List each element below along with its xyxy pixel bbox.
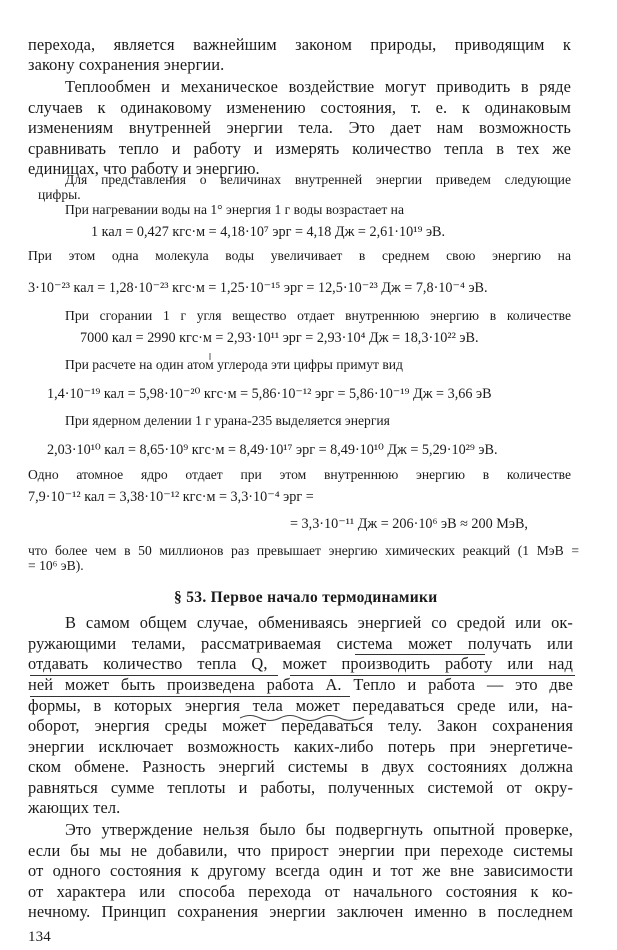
text-line: сравнивать тепло и работу и измерять количество тепла в тех же xyxy=(28,139,571,158)
section-heading: § 53. Первое начало термодинамики xyxy=(174,589,438,606)
pencil-underline xyxy=(30,675,278,676)
text-line: случаев к одинаковому изменению состояния, т. е. к одинаковым xyxy=(28,98,571,117)
text-line: отдавать количество тепла Q, может производить работу или над xyxy=(28,654,573,673)
text-line: цифры. xyxy=(38,187,81,202)
text-line: В самом общем случае, обмениваясь энергией со средой или ок- xyxy=(65,613,573,632)
text-line: ружающими телами, рассматриваемая система может получать или xyxy=(28,634,573,653)
equation-line: 7,9·10⁻¹² кал = 3,38·10⁻¹² кгс·м = 3,3·10⁻⁴ эрг = xyxy=(28,489,314,505)
text-line: ней может быть произведена работа A. Тепло и работа — это две xyxy=(28,675,573,694)
text-line: закону сохранения энергии. xyxy=(28,55,225,74)
equation-line: 7000 кал = 2990 кгс·м = 2,93·10¹¹ эрг = 2,93·10⁴ Дж = 18,3·10²² эВ. xyxy=(80,330,479,346)
text-line: равняться сумме теплоты и работы, полученных системой от окру- xyxy=(28,778,573,797)
pencil-wavy-mark xyxy=(238,712,368,722)
equation-line: 2,03·10¹⁰ кал = 8,65·10⁹ кгс·м = 8,49·10¹⁷ эрг = 8,49·10¹⁰ Дж = 5,29·10²⁹ эВ. xyxy=(47,442,498,458)
text-line: от характера или способа перехода от начального состояния к ко- xyxy=(28,882,573,901)
text-line: жающих тел. xyxy=(28,798,121,817)
text-line: Для представления о величинах внутренней энергии приведем следующие xyxy=(65,172,571,187)
text-line: Это утверждение нельзя было бы подвергнуть опытной проверке, xyxy=(65,820,573,839)
equation-line: 3·10⁻²³ кал = 1,28·10⁻²³ кгс·м = 1,25·10⁻¹⁵ эрг = 12,5·10⁻²³ Дж = 7,8·10⁻⁴ эВ. xyxy=(28,280,488,296)
text-line: При ядерном делении 1 г урана-235 выделяется энергия xyxy=(65,413,390,428)
text-line: При этом одна молекула воды увеличивает в среднем свою энергию на xyxy=(28,248,571,263)
text-line: Теплообмен и механическое воздействие могут приводить в ряде xyxy=(65,77,571,96)
equation-line: = 3,3·10⁻¹¹ Дж = 206·10⁶ эВ ≈ 200 МэВ, xyxy=(290,516,528,532)
text-line: оборот, энергия среды может передаваться телу. Закон сохранения xyxy=(28,716,573,735)
text-line: от одного состояния к другому всегда один и тот же вне зависимости xyxy=(28,861,573,880)
text-line: перехода, является важнейшим законом природы, приводящим к xyxy=(28,35,571,54)
pencil-underline xyxy=(355,654,485,655)
text-line: При расчете на один атом углерода эти цифры примут вид xyxy=(65,357,403,372)
text-line: При нагревании воды на 1° энергия 1 г воды возрастает на xyxy=(65,202,404,217)
equation-line: 1 кал = 0,427 кгс·м = 4,18·10⁷ эрг = 4,18 Дж = 2,61·10¹⁹ эВ. xyxy=(91,224,446,240)
text-line: энергии исключает возможность каких-либо потерь при энергетиче- xyxy=(28,737,573,756)
text-line: = 10⁶ эВ). xyxy=(28,558,84,573)
pencil-underline xyxy=(30,696,350,697)
text-line: ском обмене. Разность энергий системы в двух состояниях должна xyxy=(28,757,573,776)
pencil-underline xyxy=(290,675,575,676)
text-line: При сгорании 1 г угля вещество отдает внутреннюю энергию в количестве xyxy=(65,308,571,323)
text-line: нечному. Принцип сохранения энергии заключен именно в последнем xyxy=(28,902,573,921)
text-line: если бы мы не добавили, что прирост энергии при переходе системы xyxy=(28,841,573,860)
text-line: изменениям внутренней энергии тела. Это дает нам возможность xyxy=(28,118,571,137)
pencil-tick-mark xyxy=(207,352,213,362)
page-number: 134 xyxy=(28,929,51,945)
equation-line: 1,4·10⁻¹⁹ кал = 5,98·10⁻²⁰ кгс·м = 5,86·10⁻¹² эрг = 5,86·10⁻¹⁹ Дж = 3,66 эВ xyxy=(47,386,492,402)
text-line: единицах, что работу и энергию. xyxy=(28,159,260,178)
text-line: Одно атомное ядро отдает при этом внутреннюю энергию в количестве xyxy=(28,467,571,482)
text-line: формы, в которых энергия тела может передаваться среде или, на- xyxy=(28,696,573,715)
text-line: что более чем в 50 миллионов раз превышает энергию химических реакций (1 МэВ = xyxy=(28,543,579,558)
